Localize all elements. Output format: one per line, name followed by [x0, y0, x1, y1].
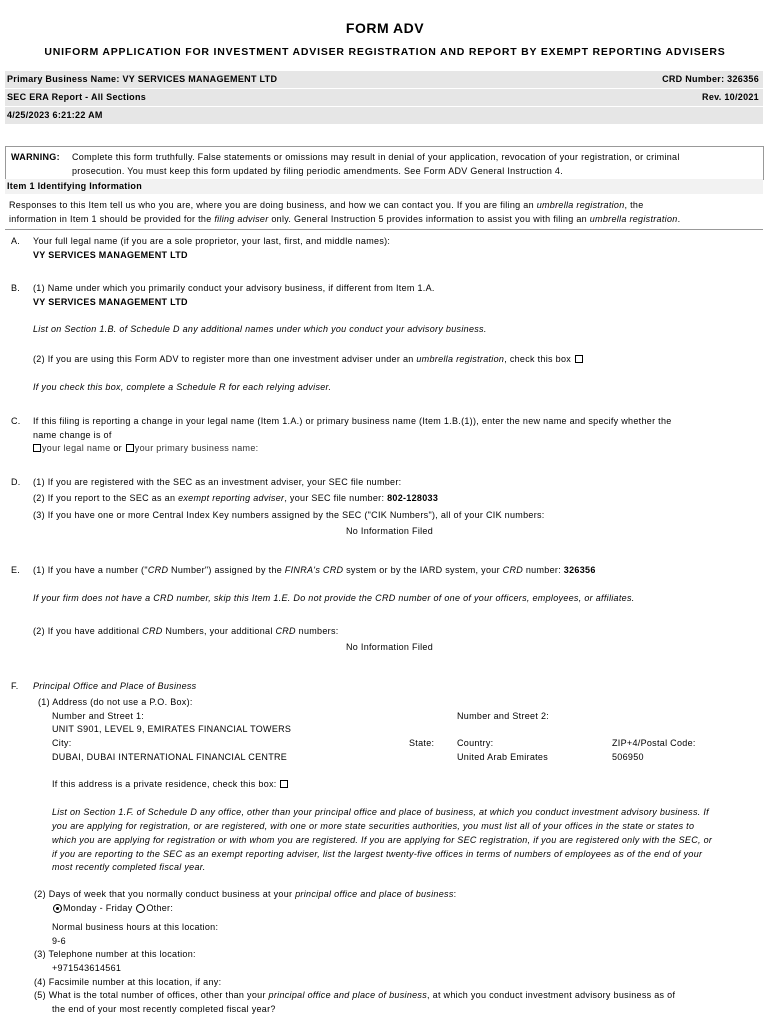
private-residence-row — [52, 779, 289, 789]
revision: Rev. 10/2021 — [702, 92, 759, 102]
header-bar-timestamp — [5, 107, 763, 124]
intro-text: . — [677, 214, 681, 224]
q2-text: : — [453, 889, 457, 899]
section-f-note-line-3: which you are applying for registration or with whom you are registered. If you are applying for SEC registration, if you are registered only with the SEC, or — [52, 835, 713, 845]
zip-value: 506950 — [612, 752, 644, 762]
section-f-note-line-2: you are applying for registration, or are registered, with one or more state securities authorities, you must list all of your offices in the state or states to — [52, 821, 695, 831]
other-days-label: Other: — [146, 903, 174, 913]
item1-intro-line-2 — [9, 214, 680, 224]
item1-heading-bar — [5, 179, 763, 194]
q2-term: CRD — [142, 626, 163, 636]
private-residence-label: If this address is a private residence, check this box: — [52, 779, 277, 789]
sec-file-number-value: 802-128033 — [387, 493, 439, 503]
q1-term: FINRA's CRD — [284, 565, 344, 575]
section-d-q2 — [33, 493, 438, 503]
warning-label: WARNING: — [11, 152, 60, 162]
section-f-note-line-4: if you are reporting to the SEC as an exempt reporting adviser, list the largest twenty-five offices in terms of numbers of employees as of the end of your — [52, 849, 703, 859]
section-f-heading: Principal Office and Place of Business — [33, 681, 197, 691]
country-label: Country: — [457, 738, 494, 748]
name-change-options — [32, 443, 258, 453]
section-a-question: Your full legal name (if you are a sole proprietor, your last, first, and middle names): — [33, 236, 391, 246]
intro-term: filing adviser — [214, 214, 269, 224]
no-information-filed: No Information Filed — [346, 526, 434, 536]
divider — [5, 229, 763, 230]
monday-friday-radio[interactable] — [53, 904, 62, 913]
header-bar-business — [5, 71, 763, 88]
q2-text: (2) If you report to the SEC as an — [33, 493, 179, 503]
q2-text: Numbers, your additional — [162, 626, 276, 636]
street1-value: UNIT S901, LEVEL 9, EMIRATES FINANCIAL TOWERS — [52, 724, 292, 734]
state-label: State: — [409, 738, 435, 748]
section-b-note-2: If you check this box, complete a Schedule R for each relying adviser. — [33, 382, 332, 392]
section-c-line-2: name change is of — [33, 430, 112, 440]
warning-box — [5, 146, 764, 180]
business-name-option-label: your primary business name: — [134, 443, 259, 453]
form-title: FORM ADV — [345, 20, 425, 36]
country-value: United Arab Emirates — [457, 752, 549, 762]
q2-term: principal office and place of business — [295, 889, 454, 899]
section-f-note-line-1: List on Section 1.F. of Schedule D any office, other than your principal office and place of business, at which you conduct investment advisory business. If — [52, 807, 709, 817]
hours-value: 9-6 — [52, 936, 66, 946]
q1-term: CRD — [502, 565, 524, 575]
city-label: City: — [52, 738, 72, 748]
business-days-options — [52, 903, 173, 913]
street2-label: Number and Street 2: — [457, 711, 550, 721]
q5-term: principal office and place of business — [268, 990, 428, 1000]
q1-text: system or by the IARD system, your — [343, 565, 503, 575]
intro-term: umbrella registration — [589, 214, 678, 224]
q2-text: numbers: — [295, 626, 339, 636]
section-c-line-1: If this filing is reporting a change in your legal name (Item 1.A.) or primary business name (Item 1.B.(1)), enter the new name and specify whether the — [33, 416, 672, 426]
intro-text: only. General Instruction 5 provides information to assist you with filing an — [268, 214, 590, 224]
q1-text: (1) If you have a number (" — [33, 565, 148, 575]
section-f-q2 — [34, 889, 456, 899]
timestamp: 4/25/2023 6:21:22 AM — [7, 110, 103, 120]
legal-name-change-checkbox[interactable] — [33, 444, 41, 452]
q2-term: umbrella registration — [416, 354, 505, 364]
section-d-letter: D. — [11, 477, 21, 487]
or-text: or — [113, 443, 122, 453]
section-f-q4: (4) Facsimile number at this location, if any: — [34, 977, 222, 987]
business-name-value: VY SERVICES MANAGEMENT LTD — [33, 297, 188, 307]
section-d-q3: (3) If you have one or more Central Index Key numbers assigned by the SEC ("CIK Numbers"), all of your CIK numbers: — [33, 510, 545, 520]
section-f-letter: F. — [11, 681, 19, 691]
section-e-letter: E. — [11, 565, 21, 575]
item1-intro-line-1 — [9, 200, 644, 210]
monday-friday-label: Monday - Friday — [63, 903, 133, 913]
warning-line-1: Complete this form truthfully. False statements or omissions may result in denial of your application, revocation of your registration, or criminal — [72, 152, 680, 162]
section-b-q2 — [33, 354, 584, 364]
intro-text: Responses to this Item tell us who you are, where you are doing business, and how we can contact you. If you are filing an — [9, 200, 537, 210]
item1-heading: Item 1 Identifying Information — [7, 181, 143, 191]
other-days-radio[interactable] — [136, 904, 145, 913]
q2-text: (2) Days of week that you normally conduct business at your — [34, 889, 296, 899]
section-f-note-line-5: most recently completed fiscal year. — [52, 862, 206, 872]
q1-text: Number") assigned by the — [168, 565, 285, 575]
q2-text: , check this box — [504, 354, 572, 364]
city-value: DUBAI, DUBAI INTERNATIONAL FINANCIAL CENTRE — [52, 752, 288, 762]
q2-term: exempt reporting adviser — [178, 493, 285, 503]
q2-text: (2) If you are using this Form ADV to register more than one investment adviser under an — [33, 354, 417, 364]
legal-name-option-label: your legal name — [42, 443, 111, 453]
phone-value: +971543614561 — [52, 963, 122, 973]
q2-text: (2) If you have additional — [33, 626, 143, 636]
umbrella-registration-checkbox[interactable] — [575, 355, 583, 363]
section-b-q1: (1) Name under which you primarily conduct your advisory business, if different from Item 1.A. — [33, 283, 435, 293]
header-bar-report — [5, 89, 763, 106]
section-c-letter: C. — [11, 416, 21, 426]
section-d-q1: (1) If you are registered with the SEC as an investment adviser, your SEC file number: — [33, 477, 402, 487]
section-b-letter: B. — [11, 283, 21, 293]
section-b-note-1: List on Section 1.B. of Schedule D any additional names under which you conduct your advisory business. — [33, 324, 487, 334]
crd-number: CRD Number: 326356 — [662, 74, 759, 84]
no-information-filed: No Information Filed — [346, 642, 434, 652]
section-e-q2 — [33, 626, 339, 636]
q1-term: CRD — [147, 565, 169, 575]
section-a-letter: A. — [11, 236, 21, 246]
q5-text: (5) What is the total number of offices, other than your — [34, 990, 269, 1000]
hours-label: Normal business hours at this location: — [52, 922, 219, 932]
q5-text: , at which you conduct investment advisory business as of — [427, 990, 676, 1000]
intro-term: umbrella registration — [536, 200, 625, 210]
street1-label: Number and Street 1: — [52, 711, 145, 721]
section-f-q3: (3) Telephone number at this location: — [34, 949, 196, 959]
section-f-q5 — [34, 990, 675, 1000]
primary-business-name: Primary Business Name: VY SERVICES MANAGEMENT LTD — [7, 74, 278, 84]
form-subtitle: UNIFORM APPLICATION FOR INVESTMENT ADVISER REGISTRATION AND REPORT BY EXEMPT REPORTING ADVISERS — [44, 46, 726, 58]
private-residence-checkbox[interactable] — [280, 780, 288, 788]
section-e-q1 — [33, 565, 596, 575]
intro-text: information in Item 1 should be provided for the — [9, 214, 215, 224]
legal-name-value: VY SERVICES MANAGEMENT LTD — [33, 250, 188, 260]
q2-text: , your SEC file number: — [284, 493, 388, 503]
section-f-q5-line-2: the end of your most recently completed fiscal year? — [52, 1004, 276, 1014]
q1-text: number: — [523, 565, 564, 575]
section-e-note: If your firm does not have a CRD number, skip this Item 1.E. Do not provide the CRD number of one of your officers, employees, or affiliates. — [33, 593, 635, 603]
section-f-q1: (1) Address (do not use a P.O. Box): — [38, 697, 193, 707]
q2-term: CRD — [275, 626, 296, 636]
zip-label: ZIP+4/Postal Code: — [612, 738, 696, 748]
business-name-change-checkbox[interactable] — [126, 444, 134, 452]
crd-number-value: 326356 — [563, 565, 596, 575]
intro-text: , the — [624, 200, 644, 210]
warning-line-2: prosecution. You must keep this form updated by filing periodic amendments. See Form ADV General Instruction 4. — [72, 166, 564, 176]
report-name: SEC ERA Report - All Sections — [7, 92, 147, 102]
